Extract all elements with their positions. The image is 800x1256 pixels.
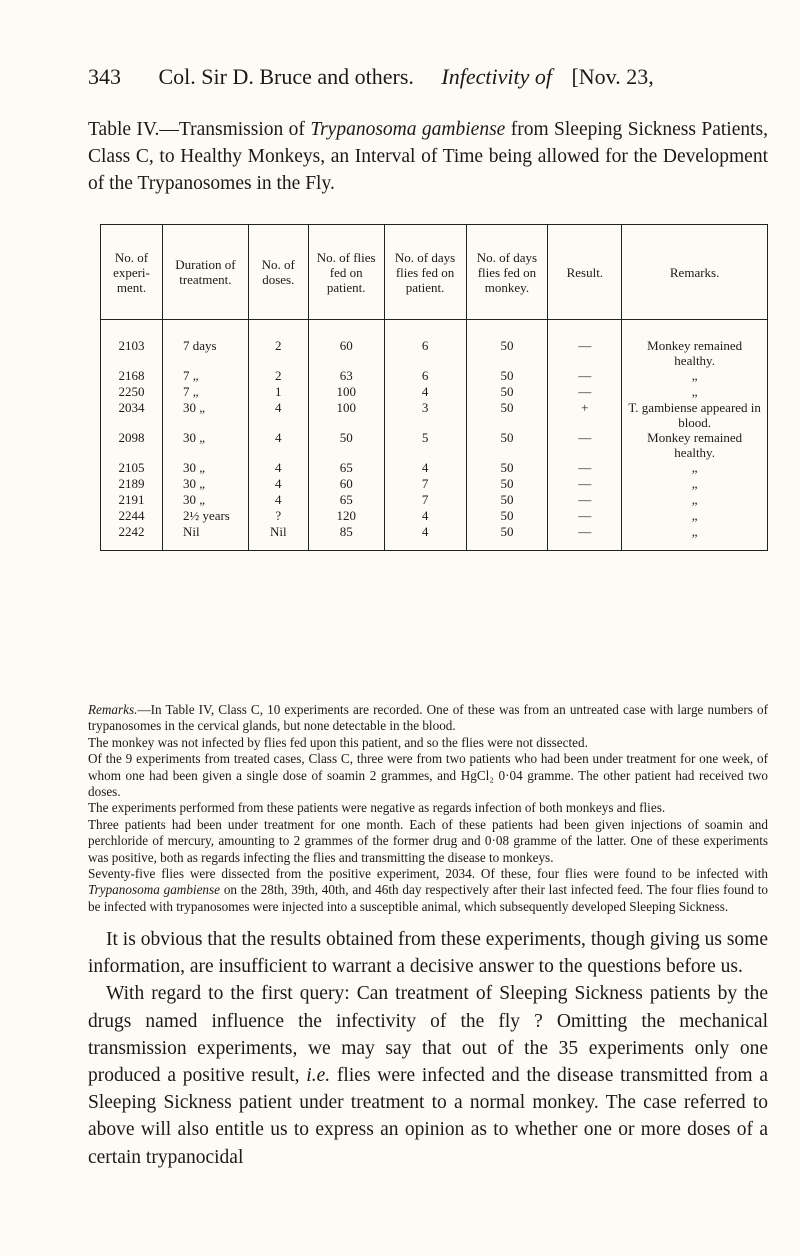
cell-doses: 4: [248, 460, 308, 476]
data-table: [100, 224, 768, 551]
cell-remarks: T. gambiense appeared in blood.: [622, 400, 768, 430]
cell-duration: 30 „: [162, 460, 248, 476]
header-days-patient: No. of days flies fed on patient.: [384, 225, 466, 320]
caption-species: Trypanosoma gambiense: [310, 119, 506, 140]
remarks-para: The experiments performed from these patients were negative as regards infection of both monkeys and flies.: [88, 800, 666, 816]
remarks-para: Of the 9 experiments from treated cases, Class C, three were from two patients who had been under treatment for one week, of whom one had been given a single dose of soamin 2 grammes, and HgCl₂ 0·04 gramme. The other patient had received two doses.: [88, 751, 768, 800]
cell-duration: 7 „: [162, 368, 248, 384]
remarks-p6a: Seventy-five flies were dissected from the positive experiment, 2034. Of these, four flies were found to be infected with: [88, 866, 768, 882]
cell-result: —: [548, 384, 622, 400]
cell-duration: 30 „: [162, 430, 248, 460]
cell-remarks: „: [622, 460, 768, 476]
caption-suffix: from Sleeping Sickness Patients, Class C, to Healthy Monkeys, an Interval of Time being allowed for the Development of the Trypanosomes in the Fly.: [88, 119, 768, 194]
cell-days-monkey: 50: [466, 368, 548, 384]
cell-exp: 2244: [101, 508, 163, 524]
cell-flies: 60: [308, 476, 384, 492]
cell-exp: 2034: [101, 400, 163, 430]
header-experiment: No. of experi-ment.: [101, 225, 163, 320]
running-head-title: Infectivity of: [441, 64, 552, 89]
table-row: [101, 368, 768, 384]
cell-days-monkey: 50: [466, 384, 548, 400]
cell-result: —: [548, 320, 622, 369]
cell-remarks: „: [622, 384, 768, 400]
cell-days-patient: 5: [384, 430, 466, 460]
header-days-monkey: No. of days flies fed on monkey.: [466, 225, 548, 320]
cell-days-monkey: 50: [466, 476, 548, 492]
page-number: 343: [88, 64, 121, 89]
cell-days-patient: 4: [384, 460, 466, 476]
body-p2a: With regard to the first query: Can treatment of Sleeping Sickness patients by the drugs named influence the infectivity of the fly ? Omitting the mechanical transmission experiments, we may say that out of the 35 experiments only one produced a positive result,: [88, 983, 768, 1087]
cell-remarks: Monkey remained healthy.: [622, 320, 768, 369]
cell-days-monkey: 50: [466, 508, 548, 524]
cell-flies: 65: [308, 460, 384, 476]
cell-flies: 100: [308, 384, 384, 400]
cell-days-patient: 4: [384, 524, 466, 551]
cell-duration: 30 „: [162, 400, 248, 430]
cell-exp: 2250: [101, 384, 163, 400]
cell-days-patient: 7: [384, 476, 466, 492]
body-para: [88, 980, 768, 1170]
cell-doses: 4: [248, 400, 308, 430]
cell-doses: 2: [248, 368, 308, 384]
running-head-authors: Col. Sir D. Bruce and others.: [158, 64, 414, 89]
cell-duration: Nil: [162, 524, 248, 551]
cell-duration: 30 „: [162, 492, 248, 508]
cell-days-patient: 6: [384, 320, 466, 369]
body-p2b: flies were infected and the disease transmitted from a Sleeping Sickness patient under treatment to a normal monkey. The case referred to above will also entitle us to express an opinion as to whether one or more doses of a certain trypanocidal: [88, 1065, 768, 1168]
table-row: [101, 460, 768, 476]
header-remarks: Remarks.: [622, 225, 768, 320]
cell-days-monkey: 50: [466, 460, 548, 476]
cell-flies: 65: [308, 492, 384, 508]
cell-doses: ?: [248, 508, 308, 524]
remarks-para: The monkey was not infected by flies fed upon this patient, and so the flies were not dissected.: [88, 734, 588, 750]
header-doses: No. of doses.: [248, 225, 308, 320]
cell-duration: 7 days: [162, 320, 248, 369]
cell-days-monkey: 50: [466, 320, 548, 369]
remarks-p6b: on the 28th, 39th, 40th, and 46th day respectively after their last infected feed. The four flies found to be infected with trypanosomes were injected into a susceptible animal, which subsequently developed Sleeping Sickness.: [88, 882, 768, 914]
cell-remarks: „: [622, 492, 768, 508]
body-text: [88, 926, 768, 1171]
header-flies: No. of flies fed on patient.: [308, 225, 384, 320]
table-row: [101, 476, 768, 492]
cell-days-patient: 6: [384, 368, 466, 384]
cell-result: —: [548, 430, 622, 460]
cell-remarks: „: [622, 508, 768, 524]
cell-flies: 60: [308, 320, 384, 369]
caption-prefix: Table IV.—Transmission of: [88, 119, 311, 140]
cell-result: —: [548, 368, 622, 384]
remarks-section: [88, 702, 768, 915]
cell-doses: 4: [248, 430, 308, 460]
cell-doses: Nil: [248, 524, 308, 551]
remarks-p1: —In Table IV, Class C, 10 experiments are recorded. One of these was from an untreated case with large numbers of trypanosomes in the cervical glands, but none detectable in the blood.: [88, 702, 768, 734]
remarks-lead: Remarks.: [88, 702, 138, 717]
cell-result: —: [548, 476, 622, 492]
cell-days-patient: 3: [384, 400, 466, 430]
cell-days-patient: 4: [384, 384, 466, 400]
running-head: [88, 64, 768, 90]
table-row: [101, 524, 768, 551]
cell-days-patient: 4: [384, 508, 466, 524]
body-ie: i.e.: [306, 1065, 331, 1087]
cell-days-monkey: 50: [466, 430, 548, 460]
table-caption: [88, 116, 768, 197]
cell-result: —: [548, 524, 622, 551]
cell-flies: 120: [308, 508, 384, 524]
cell-result: +: [548, 400, 622, 430]
table-row: [101, 384, 768, 400]
table-row: [101, 320, 768, 369]
cell-duration: 30 „: [162, 476, 248, 492]
header-duration: Duration of treatment.: [162, 225, 248, 320]
table-row: [101, 430, 768, 460]
cell-days-patient: 7: [384, 492, 466, 508]
cell-remarks: „: [622, 524, 768, 551]
remarks-species: Trypanosoma gambiense: [88, 882, 221, 898]
cell-exp: 2103: [101, 320, 163, 369]
cell-exp: 2191: [101, 492, 163, 508]
cell-flies: 100: [308, 400, 384, 430]
cell-flies: 63: [308, 368, 384, 384]
cell-doses: 4: [248, 476, 308, 492]
cell-days-monkey: 50: [466, 492, 548, 508]
cell-duration: 2½ years: [162, 508, 248, 524]
cell-remarks: „: [622, 368, 768, 384]
cell-remarks: Monkey remained healthy.: [622, 430, 768, 460]
table-row: [101, 508, 768, 524]
cell-doses: 4: [248, 492, 308, 508]
remarks-para: [88, 702, 768, 735]
cell-result: —: [548, 492, 622, 508]
cell-exp: 2168: [101, 368, 163, 384]
cell-remarks: „: [622, 476, 768, 492]
cell-doses: 1: [248, 384, 308, 400]
remarks-para: Three patients had been under treatment for one month. Each of these patients had been given injections of soamin and perchloride of mercury, amounting to 2 grammes of the former drug and 0·08 gramme of the latter. One of these experiments was positive, both as regards infecting the flies and transmitting the disease to monkeys.: [88, 816, 768, 865]
cell-exp: 2105: [101, 460, 163, 476]
cell-exp: 2242: [101, 524, 163, 551]
body-para: It is obvious that the results obtained from these experiments, though giving us some information, are insufficient to warrant a decisive answer to the questions before us.: [88, 929, 768, 978]
cell-days-monkey: 50: [466, 400, 548, 430]
cell-days-monkey: 50: [466, 524, 548, 551]
table-row: [101, 400, 768, 430]
cell-flies: 85: [308, 524, 384, 551]
cell-doses: 2: [248, 320, 308, 369]
cell-duration: 7 „: [162, 384, 248, 400]
header-result: Result.: [548, 225, 622, 320]
cell-result: —: [548, 460, 622, 476]
cell-exp: 2189: [101, 476, 163, 492]
running-head-date: [Nov. 23,: [571, 64, 654, 89]
table-row: [101, 492, 768, 508]
remarks-para: [88, 866, 768, 915]
table-header-row: [101, 225, 768, 320]
cell-flies: 50: [308, 430, 384, 460]
cell-exp: 2098: [101, 430, 163, 460]
cell-result: —: [548, 508, 622, 524]
